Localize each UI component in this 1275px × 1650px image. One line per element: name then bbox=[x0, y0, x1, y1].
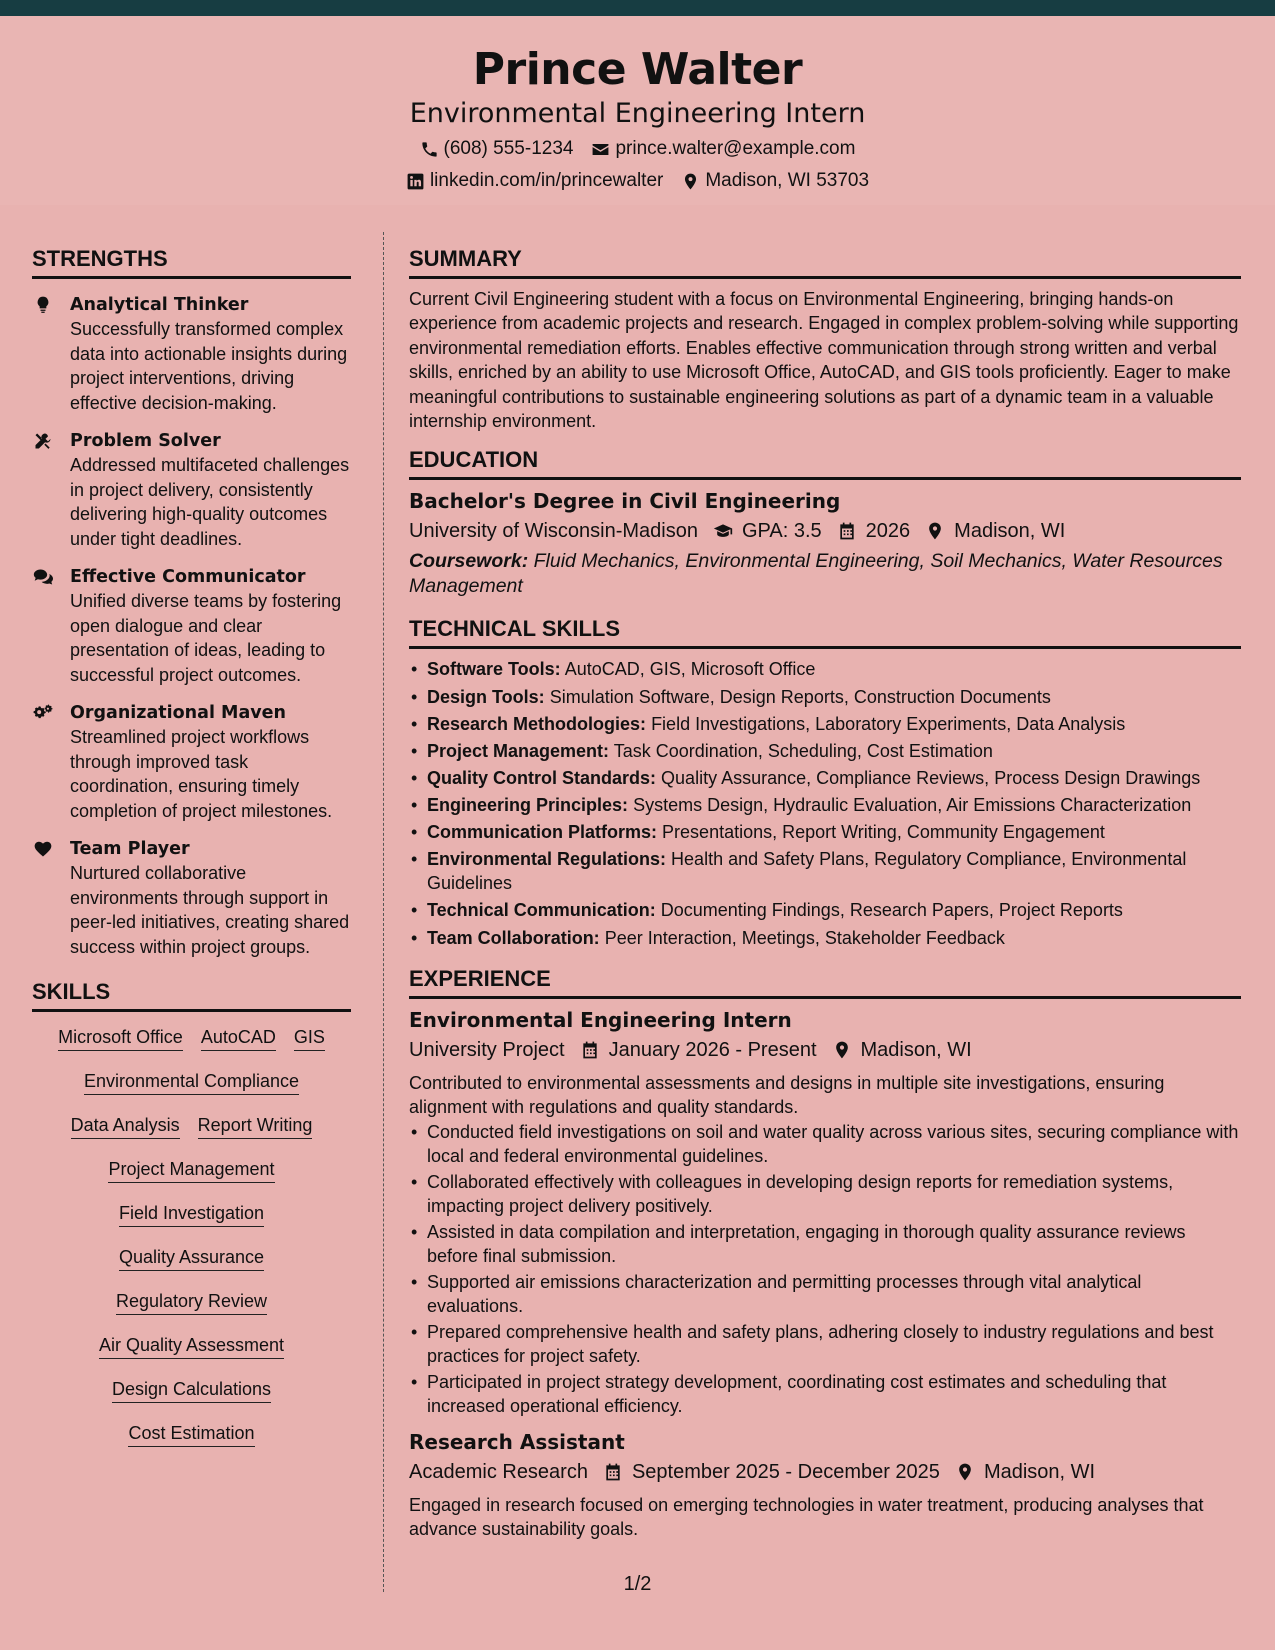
job-bullets bbox=[409, 1120, 1241, 1419]
job-summary: Contributed to environmental assessments and designs in multiple site investigations, ensuring alignment with regulations and quality standards. bbox=[409, 1072, 1165, 1118]
page-number: 1/2 bbox=[623, 1573, 652, 1595]
strength-title: Analytical Thinker bbox=[70, 295, 249, 315]
skill-tag: Data Analysis bbox=[71, 1114, 180, 1139]
skill-label: Technical Communication: bbox=[427, 900, 656, 921]
candidate-title: Environmental Engineering Intern bbox=[409, 98, 866, 129]
candidate-name: Prince Walter bbox=[472, 44, 803, 95]
skill-tag: Environmental Compliance bbox=[84, 1070, 299, 1095]
strength-item bbox=[32, 701, 351, 823]
location-contact bbox=[681, 170, 869, 192]
envelope-icon bbox=[591, 140, 610, 159]
gpa-text: GPA: 3.5 bbox=[741, 520, 822, 543]
job-location: Madison, WI bbox=[983, 1460, 1096, 1483]
strengths-list bbox=[32, 293, 351, 959]
skill-tag: Design Calculations bbox=[112, 1378, 271, 1403]
list-item: • Conducted field investigations on soil and water quality across various sites, securing compliance with local and federal environmental guidelines. bbox=[409, 1120, 1241, 1169]
contact-row-2 bbox=[0, 170, 1275, 192]
skills-heading: SKILLS bbox=[32, 979, 351, 1012]
school-name: University of Wisconsin-Madison bbox=[409, 520, 698, 543]
list-item bbox=[409, 685, 1241, 709]
strength-desc: Nurtured collaborative environments through support in peer-led initiatives, creating shared success within project groups. bbox=[70, 863, 350, 957]
map-marker-icon bbox=[924, 521, 946, 541]
skill-value: AutoCAD, GIS, Microsoft Office bbox=[564, 659, 816, 680]
map-marker-icon bbox=[954, 1462, 976, 1482]
skill-tag: AutoCAD bbox=[201, 1026, 276, 1051]
strength-item bbox=[32, 293, 351, 415]
job-org: Academic Research bbox=[409, 1460, 588, 1483]
location-text: Madison, WI 53703 bbox=[705, 170, 870, 191]
list-item bbox=[409, 793, 1241, 817]
skill-label: Research Methodologies: bbox=[427, 713, 647, 734]
strength-title: Organizational Maven bbox=[70, 703, 286, 723]
skill-value: Field Investigations, Laboratory Experiments, Data Analysis bbox=[651, 713, 1126, 734]
skill-value: Peer Interaction, Meetings, Stakeholder Feedback bbox=[604, 927, 1005, 948]
skills-tags bbox=[32, 1026, 351, 1447]
list-item bbox=[409, 898, 1241, 922]
skill-value: Health and Safety Plans, Regulatory Compliance, Environmental Guidelines bbox=[427, 849, 1187, 894]
skill-tag: Cost Estimation bbox=[128, 1422, 254, 1447]
left-column bbox=[32, 246, 351, 1466]
email-contact[interactable] bbox=[591, 138, 855, 160]
skill-label: Communication Platforms: bbox=[427, 822, 658, 842]
email-text: prince.walter@example.com bbox=[615, 138, 856, 159]
strength-item bbox=[32, 837, 351, 959]
cogs-icon bbox=[32, 703, 54, 723]
strength-desc: Streamlined project workflows through improved task coordination, ensuring timely completion of project milestones. bbox=[70, 727, 333, 821]
strength-item bbox=[32, 565, 351, 687]
skill-tag: Report Writing bbox=[198, 1114, 313, 1139]
skill-label: Project Management: bbox=[427, 740, 610, 761]
skill-label: Design Tools: bbox=[427, 686, 545, 707]
job-title: Research Assistant bbox=[409, 1429, 625, 1454]
skill-value: Quality Assurance, Compliance Reviews, Process Design Drawings bbox=[661, 767, 1201, 788]
skill-value: Systems Design, Hydraulic Evaluation, Air Emissions Characterization bbox=[633, 794, 1192, 815]
top-accent-bar bbox=[0, 0, 1275, 16]
list-item: • Supported air emissions characterization and permitting processes through vital analytical evaluations. bbox=[409, 1270, 1241, 1319]
list-item bbox=[409, 712, 1241, 736]
technical-skills-list bbox=[409, 657, 1241, 949]
strengths-heading: STRENGTHS bbox=[32, 246, 351, 279]
job-org: University Project bbox=[409, 1038, 565, 1061]
calendar-icon bbox=[602, 1462, 624, 1482]
calendar-icon bbox=[579, 1040, 601, 1060]
calendar-icon bbox=[836, 521, 858, 541]
phone-text: (608) 555-1234 bbox=[443, 138, 574, 159]
education-heading: EDUCATION bbox=[409, 447, 1241, 480]
job-dates: January 2026 - Present bbox=[608, 1038, 817, 1061]
linkedin-contact[interactable] bbox=[406, 170, 663, 192]
list-item bbox=[409, 847, 1241, 896]
skill-tag: Regulatory Review bbox=[116, 1290, 267, 1315]
list-item: • Collaborated effectively with colleagues in developing design reports for remediation systems, impacting project delivery positively. bbox=[409, 1170, 1241, 1219]
map-marker-icon bbox=[831, 1040, 853, 1060]
skill-value: Documenting Findings, Research Papers, Project Reports bbox=[660, 900, 1123, 921]
right-column bbox=[409, 246, 1241, 1542]
skill-value: Simulation Software, Design Reports, Construction Documents bbox=[549, 686, 1051, 707]
strength-desc: Successfully transformed complex data into actionable insights during project interventions, driving effective decision-making. bbox=[70, 319, 348, 413]
skill-label: Software Tools: bbox=[427, 659, 561, 680]
graduation-year: 2026 bbox=[865, 520, 911, 543]
contact-row-1 bbox=[0, 138, 1275, 160]
skill-tag: Field Investigation bbox=[119, 1202, 264, 1227]
skill-tag: Quality Assurance bbox=[119, 1246, 264, 1271]
list-item bbox=[409, 739, 1241, 763]
phone-icon bbox=[420, 140, 439, 159]
strength-title: Team Player bbox=[70, 839, 190, 859]
technical-skills-heading: TECHNICAL SKILLS bbox=[409, 616, 1241, 649]
list-item: • Assisted in data compilation and interpretation, engaging in thorough quality assurance reviews before final submission. bbox=[409, 1220, 1241, 1269]
skill-label: Team Collaboration: bbox=[427, 927, 600, 948]
education-location: Madison, WI bbox=[954, 520, 1066, 543]
list-item bbox=[409, 657, 1241, 681]
graduation-cap-icon bbox=[712, 521, 734, 541]
linkedin-icon bbox=[406, 172, 425, 191]
skill-label: Environmental Regulations: bbox=[427, 849, 667, 870]
heart-icon bbox=[32, 839, 54, 859]
list-item: • Prepared comprehensive health and safety plans, adhering closely to industry regulations and best practices for project safety. bbox=[409, 1320, 1241, 1369]
lightbulb-icon bbox=[32, 295, 54, 315]
linkedin-text: linkedin.com/in/princewalter bbox=[429, 170, 664, 191]
comments-icon bbox=[32, 567, 54, 587]
skill-value: Presentations, Report Writing, Community Engagement bbox=[662, 822, 1105, 842]
map-marker-icon bbox=[681, 172, 700, 191]
list-item: • Participated in project strategy development, coordinating cost estimates and scheduling that increased operational efficiency. bbox=[409, 1370, 1241, 1419]
skill-tag: GIS bbox=[294, 1026, 325, 1051]
list-item bbox=[409, 926, 1241, 950]
phone-contact[interactable] bbox=[420, 138, 574, 160]
strength-item bbox=[32, 429, 351, 551]
resume-header bbox=[0, 16, 1275, 205]
job-meta bbox=[409, 1037, 1241, 1063]
list-item bbox=[409, 766, 1241, 790]
strength-title: Problem Solver bbox=[70, 431, 221, 451]
skill-value: Task Coordination, Scheduling, Cost Estimation bbox=[613, 740, 993, 761]
skill-tag: Project Management bbox=[108, 1158, 274, 1183]
coursework-text: Fluid Mechanics, Environmental Engineering, Soil Mechanics, Water Resources Management bbox=[409, 550, 1223, 597]
coursework-label: Coursework: bbox=[409, 550, 529, 573]
job-meta bbox=[409, 1459, 1241, 1485]
summary-heading: SUMMARY bbox=[409, 246, 1241, 279]
strength-desc: Addressed multifaceted challenges in project delivery, consistently delivering high-quality outcomes under tight deadlines. bbox=[70, 455, 350, 549]
strength-title: Effective Communicator bbox=[70, 567, 306, 587]
coursework bbox=[409, 549, 1241, 598]
job-location: Madison, WI bbox=[860, 1038, 972, 1061]
job-summary: Engaged in research focused on emerging technologies in water treatment, producing analyses that advance sustainability goals. bbox=[409, 1494, 1204, 1540]
list-item bbox=[409, 820, 1241, 844]
column-divider bbox=[383, 232, 384, 1592]
job-title: Environmental Engineering Intern bbox=[409, 1007, 792, 1032]
strength-desc: Unified diverse teams by fostering open dialogue and clear presentation of ideas, leading to successful project outcomes. bbox=[70, 591, 342, 685]
degree-title: Bachelor's Degree in Civil Engineering bbox=[409, 489, 841, 514]
tools-icon bbox=[32, 431, 54, 451]
experience-heading: EXPERIENCE bbox=[409, 966, 1241, 999]
skill-tag: Air Quality Assessment bbox=[99, 1334, 284, 1359]
skill-tag: Microsoft Office bbox=[58, 1026, 183, 1051]
summary-text: Current Civil Engineering student with a focus on Environmental Engineering, bringing hands-on experience from academic projects and research. Engaged in complex problem-solving while supporting environmental remediation efforts. Enables effective communication through strong written and verbal skills, enriched by an ability to use Microsoft Office, AutoCAD, and GIS tools proficiently. Eager to make meaningful contributions to sustainable engineering solutions as part of a dynamic team in a valuable internship environment. bbox=[409, 289, 1239, 432]
education-meta bbox=[409, 518, 1241, 544]
job-dates: September 2025 - December 2025 bbox=[631, 1460, 940, 1483]
skill-label: Quality Control Standards: bbox=[427, 767, 657, 788]
skill-label: Engineering Principles: bbox=[427, 794, 629, 815]
